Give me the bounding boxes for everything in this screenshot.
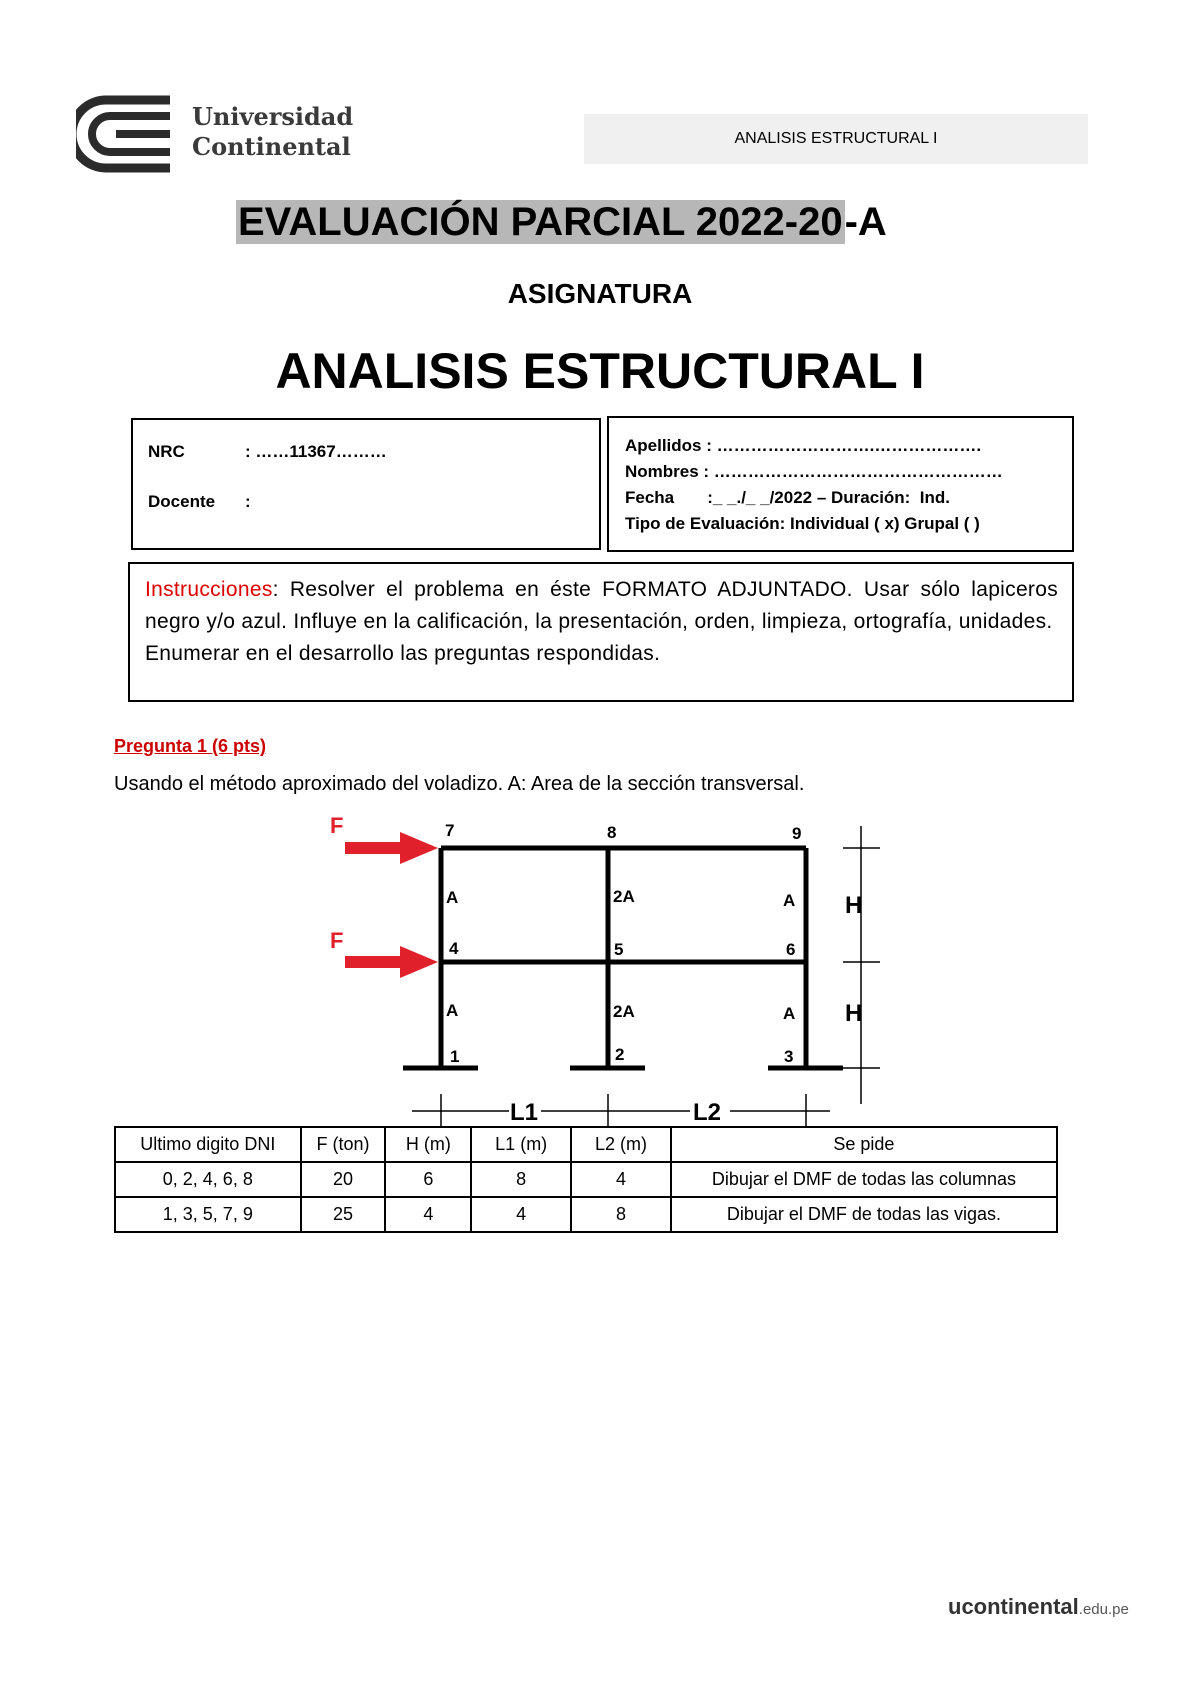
table-row bbox=[115, 1162, 1057, 1197]
node-label-2: 2 bbox=[615, 1045, 625, 1064]
node-label-1: 1 bbox=[450, 1047, 460, 1066]
area-label-col-5-2: 2A bbox=[613, 1002, 635, 1021]
instructions-text-2: Enumerar en el desarrollo las preguntas respondidas. bbox=[145, 642, 661, 665]
footer-brand-domain: .edu.pe bbox=[1078, 1601, 1129, 1618]
node-label-6: 6 bbox=[786, 940, 796, 959]
table-cell: 6 bbox=[385, 1162, 471, 1197]
area-label-col-8-5: 2A bbox=[613, 887, 635, 906]
node-label-3: 3 bbox=[784, 1047, 794, 1066]
logo-text-line1: Universidad bbox=[192, 102, 354, 131]
exam-title-suffix: -A bbox=[844, 200, 887, 244]
nrc-label: NRC bbox=[148, 442, 185, 461]
force-label-middle: F bbox=[330, 928, 344, 953]
area-label-col-7-4: A bbox=[446, 888, 459, 907]
table-header-row bbox=[115, 1127, 1057, 1162]
area-label-col-6-3: A bbox=[783, 1004, 796, 1023]
force-label-top: F bbox=[330, 813, 344, 838]
fecha-field: Fecha :_ _./_ _/2022 – Duración: Ind. bbox=[625, 488, 951, 507]
footer-brand bbox=[948, 1594, 1129, 1620]
question-title: Pregunta 1 (6 pts) bbox=[114, 736, 267, 756]
nrc-value: : ……11367……… bbox=[245, 442, 387, 461]
table-header-cell: Se pide bbox=[671, 1127, 1057, 1162]
span-label-l2: L2 bbox=[693, 1099, 722, 1126]
table-row bbox=[115, 1197, 1057, 1232]
table-cell: 4 bbox=[571, 1162, 671, 1197]
table-cell: 20 bbox=[301, 1162, 386, 1197]
table-cell: 25 bbox=[301, 1197, 386, 1232]
question-text: Usando el método aproximado del voladizo. A: Area de la sección transversal. bbox=[114, 773, 805, 795]
table-header-cell: H (m) bbox=[385, 1127, 471, 1162]
table-cell: 8 bbox=[571, 1197, 671, 1232]
area-label-col-9-6: A bbox=[783, 891, 796, 910]
nombres-field: Nombres : …………………………………………… bbox=[625, 462, 1003, 481]
node-label-9: 9 bbox=[792, 824, 802, 843]
force-arrow-middle bbox=[345, 946, 438, 978]
logo-text-line2: Continental bbox=[192, 132, 351, 161]
table-cell: 1, 3, 5, 7, 9 bbox=[115, 1197, 301, 1232]
subject-label: ASIGNATURA bbox=[507, 278, 693, 309]
node-label-5: 5 bbox=[614, 940, 624, 959]
node-label-8: 8 bbox=[607, 823, 617, 842]
table-header-cell: F (ton) bbox=[301, 1127, 386, 1162]
height-label-lower: H bbox=[845, 1000, 863, 1027]
force-arrow-top bbox=[345, 832, 438, 864]
apellidos-field: Apellidos : ……………………….………………. bbox=[625, 436, 982, 455]
table-cell: 0, 2, 4, 6, 8 bbox=[115, 1162, 301, 1197]
table-cell: 4 bbox=[385, 1197, 471, 1232]
table-header-cell: L1 (m) bbox=[471, 1127, 571, 1162]
subject-name: ANALISIS ESTRUCTURAL I bbox=[275, 343, 925, 399]
node-label-4: 4 bbox=[449, 939, 459, 958]
data-table bbox=[114, 1126, 1058, 1233]
course-tag: ANALISIS ESTRUCTURAL I bbox=[584, 114, 1088, 164]
tipo-evaluacion-field: Tipo de Evaluación: Individual ( x) Grupal ( ) bbox=[625, 514, 980, 533]
table-cell: Dibujar el DMF de todas las vigas. bbox=[671, 1197, 1057, 1232]
height-label-upper: H bbox=[845, 892, 863, 919]
instructions-text: : Resolver el problema en éste FORMATO ADJUNTADO. Usar sólo lapiceros negro y/o azul. Influye en la calificación, la presentación, orden, limpieza, ortografía, unidades. bbox=[145, 578, 1058, 633]
area-label-col-4-1: A bbox=[446, 1001, 459, 1020]
table-cell: 4 bbox=[471, 1197, 571, 1232]
exam-title-highlight: EVALUACIÓN PARCIAL 2022-20 bbox=[238, 200, 843, 244]
table-header-cell: Ultimo digito DNI bbox=[115, 1127, 301, 1162]
table-header-cell: L2 (m) bbox=[571, 1127, 671, 1162]
span-label-l1: L1 bbox=[510, 1099, 539, 1126]
table-cell: Dibujar el DMF de todas las columnas bbox=[671, 1162, 1057, 1197]
footer-brand-name: ucontinental bbox=[948, 1594, 1079, 1619]
instructions-label: Instrucciones bbox=[145, 578, 273, 601]
node-label-7: 7 bbox=[445, 821, 455, 840]
table-cell: 8 bbox=[471, 1162, 571, 1197]
docente-label: Docente bbox=[148, 492, 216, 511]
docente-value: : bbox=[245, 492, 251, 511]
